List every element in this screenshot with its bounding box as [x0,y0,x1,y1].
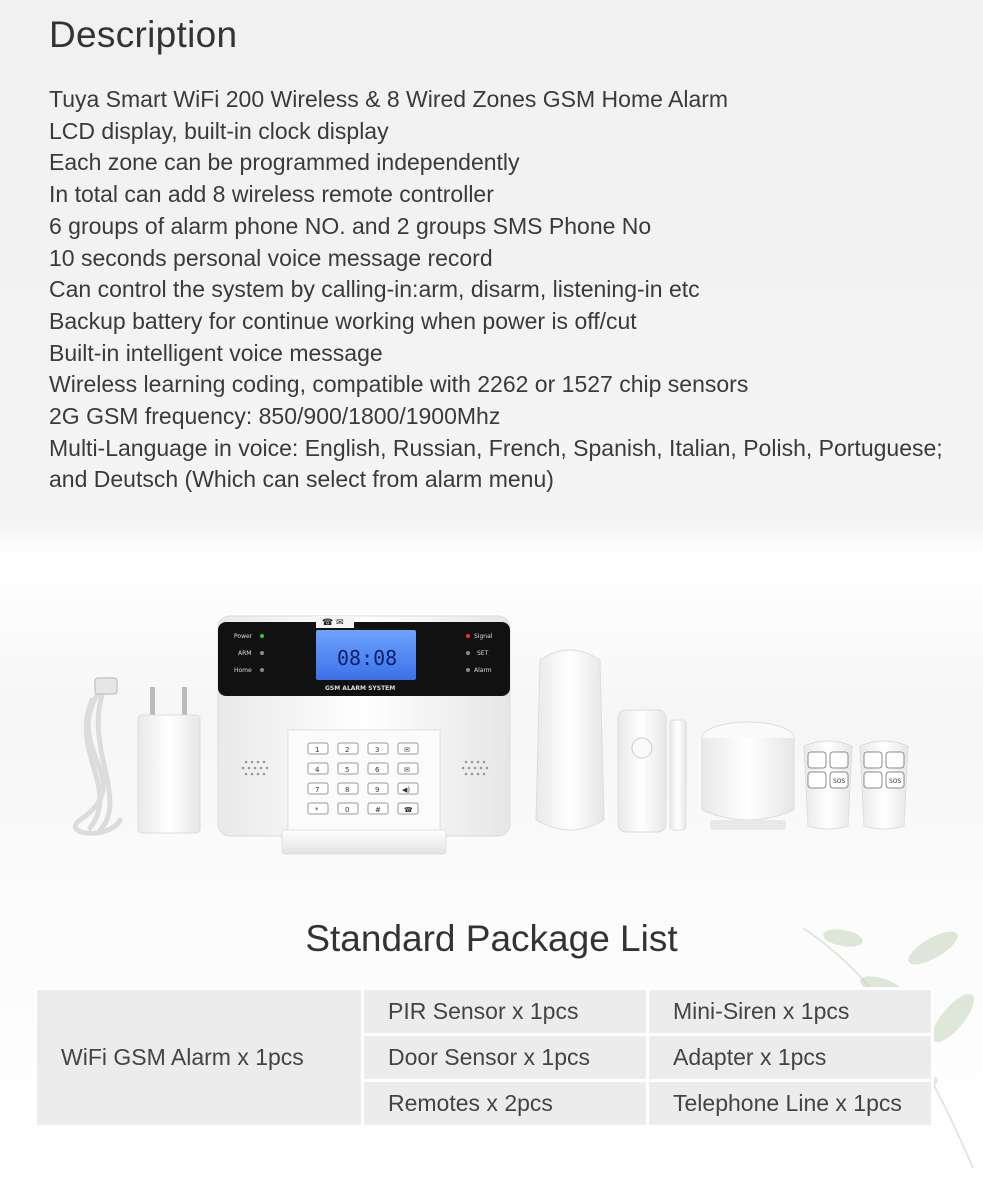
feature-item: Wireless learning coding, compatible with 2262 or 1527 chip sensors [49,371,749,398]
feature-item: LCD display, built-in clock display [49,117,389,144]
key: ✉ [404,766,410,774]
remote-key: SOS [833,778,846,785]
feature-item: 6 groups of alarm phone NO. and 2 groups SMS Phone No [49,212,652,239]
label-power: Power [234,633,253,640]
alarm-panel [218,616,510,854]
feature-item: In total can add 8 wireless remote controller [49,181,494,208]
key: 7 [315,786,320,794]
feature-item: 10 seconds personal voice message record [49,244,493,271]
key: 5 [345,766,350,774]
label-set: SET [477,650,489,657]
key: * [315,806,319,814]
feature-item: Multi-Language in voice: English, Russian, French, Spanish, Italian, Polish, Portuguese; [49,434,943,461]
product-photo [0,550,983,880]
brand-label: GSM ALARM SYSTEM [325,685,396,692]
key: 4 [315,766,320,774]
key: ☎ [404,806,413,814]
table-cell: Remotes x 2pcs [363,1081,648,1127]
package-table [34,987,934,1128]
pir-sensor [536,650,604,830]
key: 9 [375,786,380,794]
feature-item: and Deutsch (Which can select from alarm menu) [49,466,554,493]
table-cell: Telephone Line x 1pcs [648,1081,933,1127]
key: # [375,806,381,814]
key: 0 [345,806,350,814]
package-title: Standard Package List [305,918,678,959]
table-cell: Adapter x 1pcs [648,1035,933,1081]
remote-controllers [804,741,908,829]
lcd-clock: 08:08 [337,646,398,670]
mini-siren [702,722,794,830]
key: 8 [345,786,350,794]
key: 2 [345,746,350,754]
telephone-cable [75,678,120,833]
feature-item: Built-in intelligent voice message [49,339,383,366]
door-sensor [618,710,686,832]
table-cell: Mini-Siren x 1pcs [648,989,933,1035]
remote-key: SOS [889,778,902,785]
key: 1 [315,746,320,754]
svg-text:☎ ✉: ☎ ✉ [322,618,344,628]
description-title: Description [49,14,238,55]
label-signal: Signal [474,633,493,640]
table-cell: PIR Sensor x 1pcs [363,989,648,1035]
key: 6 [375,766,380,774]
label-home: Home [234,667,252,674]
feature-list [49,84,949,496]
key: 3 [375,746,380,754]
adapter [138,687,200,833]
feature-item: Tuya Smart WiFi 200 Wireless & 8 Wired Zones GSM Home Alarm [49,86,729,112]
label-arm: ARM [238,650,252,657]
description-section [49,14,949,496]
main-item-cell: WiFi GSM Alarm x 1pcs [36,989,363,1127]
table-row [36,989,933,1035]
feature-item: 2G GSM frequency: 850/900/1800/1900Mhz [49,403,501,430]
feature-item: Each zone can be programmed independently [49,149,520,176]
feature-item: Backup battery for continue working when power is off/cut [49,307,637,334]
key: ◀) [402,786,411,794]
label-alarm: Alarm [474,667,492,674]
feature-item: Can control the system by calling-in:arm, disarm, listening-in etc [49,276,700,303]
table-cell: Door Sensor x 1pcs [363,1035,648,1081]
key: ✉ [404,746,410,754]
